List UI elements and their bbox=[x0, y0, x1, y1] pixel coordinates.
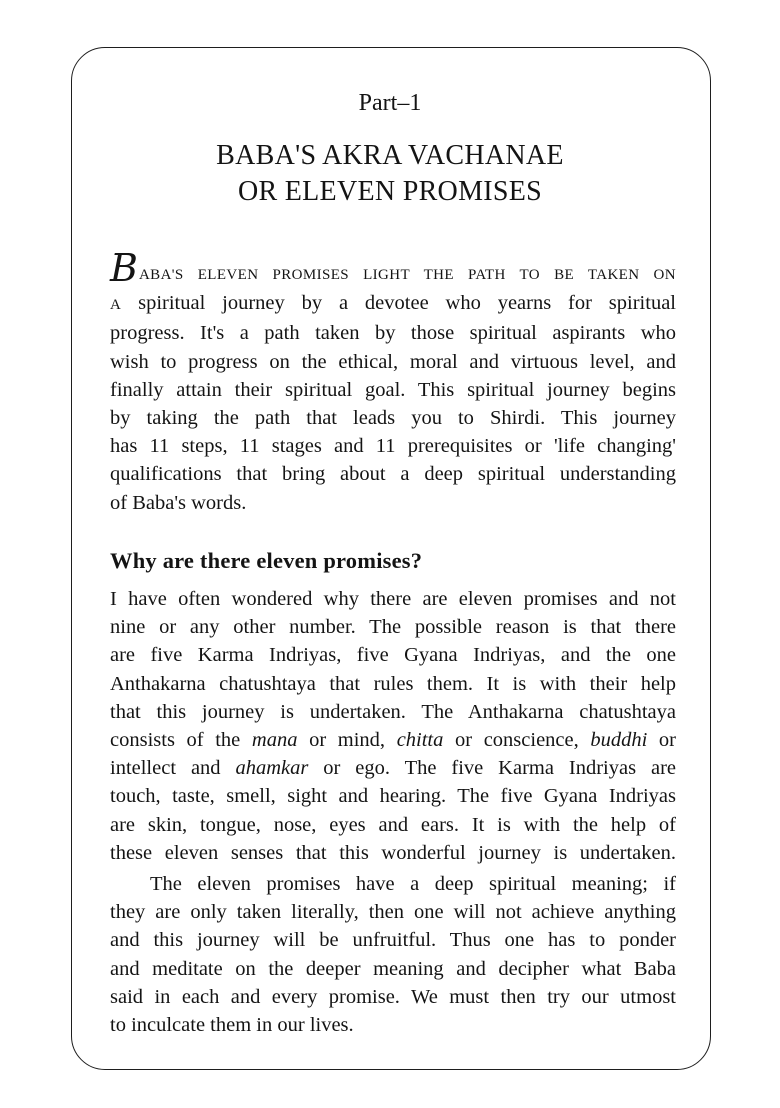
section-heading: Why are there eleven promises? bbox=[110, 548, 423, 573]
term-ahamkar: ahamkar bbox=[235, 757, 309, 780]
p1-line-3: are five Karma Indriyas, five Gyana Indriyas, and the one bbox=[110, 644, 676, 667]
chapter-title bbox=[0, 138, 780, 210]
p1-line-8: touch, taste, smell, sight and hearing. The five Gyana Indriyas bbox=[110, 785, 676, 808]
intro-line-4: wish to progress on the ethical, moral and virtuous level, and bbox=[110, 350, 676, 373]
p1-line-7-b: or ego. The five Karma Indriyas are bbox=[308, 757, 676, 780]
p2-line-5: said in each and every promise. We must then try our utmost bbox=[110, 985, 676, 1008]
body-paragraph-1 bbox=[110, 585, 676, 867]
intro-line-7: has 11 steps, 11 stages and 11 prerequisites or 'life changing' bbox=[110, 435, 676, 458]
chapter-title-line-2: OR ELEVEN PROMISES bbox=[237, 176, 543, 207]
intro-line-6: by taking the path that leads you to Shirdi. This journey bbox=[110, 407, 676, 430]
term-mana: mana bbox=[251, 729, 298, 752]
p1-line-6-c: or conscience, bbox=[443, 729, 591, 752]
intro-line-2 bbox=[110, 289, 676, 319]
p1-line-6 bbox=[110, 726, 676, 754]
p2-line-3: and this journey will be unfruitful. Thus one has to ponder bbox=[110, 929, 676, 952]
intro-smallcaps: ABA'S ELEVEN PROMISES LIGHT THE PATH TO BE TAKEN ON bbox=[138, 267, 676, 283]
part-label: Part–1 bbox=[358, 90, 422, 116]
p1-line-9: are skin, tongue, nose, eyes and ears. It is with the help of bbox=[110, 813, 676, 836]
intro-smallcaps-a: A bbox=[110, 297, 122, 314]
p1-line-7 bbox=[110, 754, 676, 782]
intro-line-3: progress. It's a path taken by those spiritual aspirants who bbox=[110, 322, 676, 345]
p1-line-7-a: intellect and bbox=[110, 757, 236, 780]
p2-line-4: and meditate on the deeper meaning and decipher what Baba bbox=[110, 957, 676, 980]
intro-line-2-rest: spiritual journey by a devotee who yearns for spiritual bbox=[121, 292, 676, 315]
term-buddhi: buddhi bbox=[590, 729, 648, 752]
p1-line-5: that this journey is undertaken. The Anthakarna chatushtaya bbox=[110, 700, 676, 723]
p2-line-1: The eleven promises have a deep spiritual meaning; if bbox=[150, 873, 676, 895]
term-chitta: chitta bbox=[396, 729, 444, 752]
intro-line-1 bbox=[110, 246, 676, 290]
intro-line-8: qualifications that bring about a deep spiritual understanding bbox=[110, 463, 676, 486]
intro-line-5: finally attain their spiritual goal. This spiritual journey begins bbox=[110, 378, 676, 401]
p1-line-6-d: or bbox=[647, 729, 677, 752]
p2-line-2: they are only taken literally, then one will not achieve anything bbox=[110, 901, 676, 924]
p1-line-1: I have often wondered why there are eleven promises and not bbox=[110, 588, 676, 610]
p2-line-6: to inculcate them in our lives. bbox=[110, 1014, 354, 1037]
p1-line-6-a: consists of the bbox=[110, 729, 252, 752]
p1-line-2: nine or any other number. The possible reason is that there bbox=[110, 616, 676, 639]
drop-cap: B bbox=[110, 246, 138, 290]
chapter-title-line-1: BABA'S AKRA VACHANAE bbox=[216, 140, 564, 171]
p1-line-4: Anthakarna chatushtaya that rules them. It is with their help bbox=[110, 672, 676, 695]
p1-line-10: these eleven senses that this wonderful journey is undertaken. bbox=[110, 841, 676, 864]
body-paragraph-2 bbox=[110, 870, 676, 1039]
p1-line-6-b: or mind, bbox=[297, 729, 397, 752]
intro-paragraph bbox=[110, 246, 676, 517]
intro-line-9: of Baba's words. bbox=[110, 491, 247, 514]
